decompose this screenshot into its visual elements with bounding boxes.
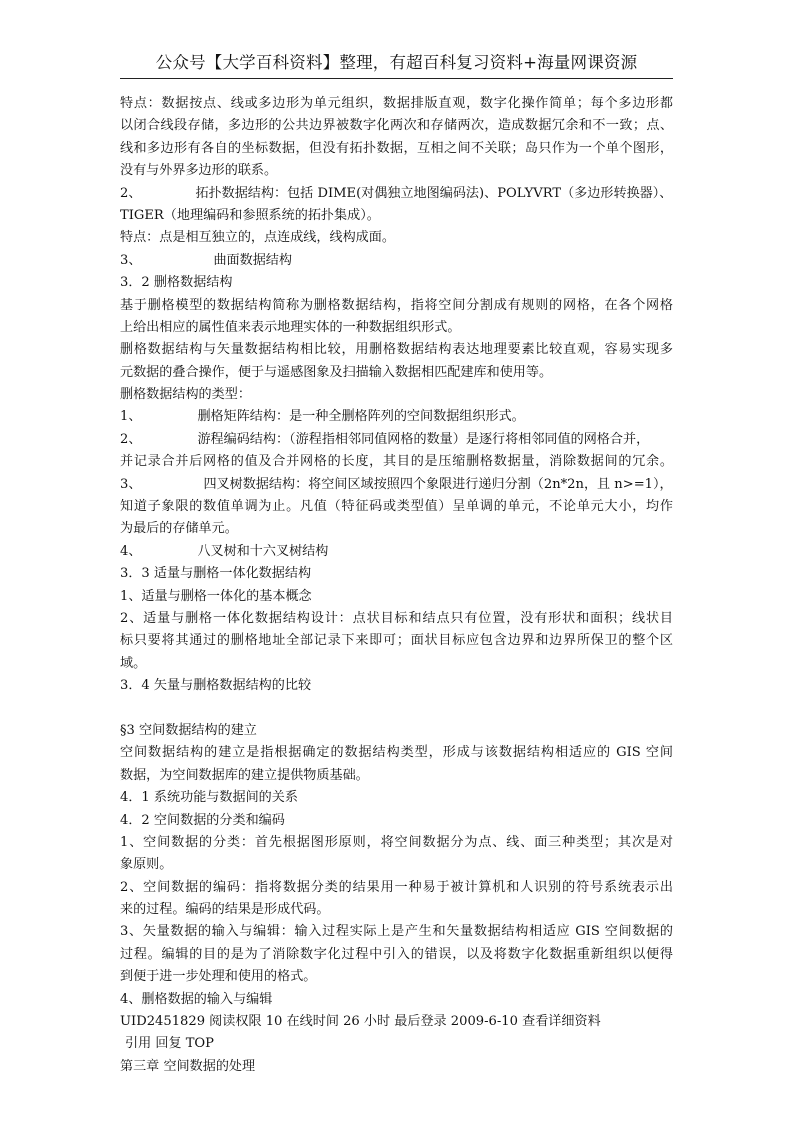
- paragraph-line: TIGER（地理编码和参照系统的拓扑集成）。: [120, 207, 380, 223]
- paragraph-line: 2、适量与删格一体化数据结构设计：点状目标和结点只有位置，没有形状和面积；线状目: [120, 610, 673, 626]
- paragraph-line: 上给出相应的属性值来表示地理实体的一种数据组织形式。: [120, 319, 461, 335]
- paragraph-line: 过程。编辑的目的是为了消除数字化过程中引入的错误，以及将数字化数据重新组织以便得: [120, 946, 673, 962]
- list-item-raster-matrix: [120, 406, 673, 428]
- list-item-run-length: [120, 429, 673, 451]
- paragraph-line: 没有与外界多边形的联系。: [120, 163, 278, 179]
- list-number: 2、: [120, 185, 142, 201]
- paragraph-line: 空间数据结构的建立是指根据确定的数据结构类型，形成与该数据结构相适应的 GIS 空间: [120, 745, 673, 761]
- paragraph-line: 基于删格模型的数据结构简称为删格数据结构，指将空间分割成有规则的网格，在各个网格: [120, 297, 673, 313]
- post-actions: [120, 1033, 673, 1055]
- list-item-surface: [120, 250, 673, 272]
- list-text: 曲面数据结构: [213, 252, 292, 268]
- paragraph-line: 并记录合并后网格的值及合并网格的长度，其目的是压缩删格数据量，消除数据间的冗余。: [120, 454, 673, 470]
- list-text: 游程编码结构：（游程指相邻同值网格的数量）是逐行将相邻同值的网格合并，: [197, 431, 650, 447]
- paragraph-line: 1、空间数据的分类：首先根据图形原则，将空间数据分为点、线、面三种类型；其次是对: [120, 834, 673, 850]
- section-title: §3 空间数据结构的建立: [120, 722, 257, 738]
- post-action-links[interactable]: 引用 回复 TOP: [125, 1036, 214, 1052]
- paragraph-line: 删格数据结构的类型：: [120, 387, 251, 403]
- document-body: [120, 93, 673, 1078]
- paragraph-line: 3、矢量数据的输入与编辑：输入过程实际上是产生和矢量数据结构相适应 GIS 空间数据的: [120, 924, 673, 940]
- paragraph-line: 特点：数据按点、线或多边形为单元组织，数据排版直观，数字化操作简单；每个多边形都: [120, 96, 673, 111]
- list-text: 八叉树和十六叉树结构: [197, 543, 329, 559]
- list-number: 3、: [120, 476, 142, 492]
- list-number: 2、: [120, 431, 142, 447]
- list-number: 1、: [120, 409, 142, 425]
- list-item-octree: [120, 541, 673, 563]
- list-text: 拓扑数据结构：包括 DIME(对偶独立地图编码法)、POLYVRT（多边形转换器）、: [195, 185, 673, 201]
- page-header: 公众号【大学百科资料】整理，有超百科复习资料+海量网课资源: [155, 53, 638, 72]
- paragraph-line: 4、删格数据的输入与编辑: [120, 991, 273, 1007]
- paragraph-line: 线和多边形有各自的坐标数据，但没有拓扑数据，互相之间不关联；岛只作为一个单个图形，: [120, 140, 673, 156]
- paragraph-line: 象原则。: [120, 857, 173, 873]
- list-number: 4、: [120, 543, 142, 559]
- section-heading: 4．1 系统功能与数据间的关系: [120, 790, 298, 806]
- paragraph-line: 2、空间数据的编码：指将数据分类的结果用一种易于被计算机和人识别的符号系统表示出: [120, 879, 673, 895]
- header-divider: [120, 78, 673, 79]
- section-heading: 3．4 矢量与删格数据结构的比较: [120, 678, 312, 694]
- paragraph-line: 1、适量与删格一体化的基本概念: [120, 588, 312, 604]
- paragraph-line: 元数据的叠合操作，便于与遥感图象及扫描输入数据相匹配建库和使用等。: [120, 364, 553, 380]
- list-number: 3、: [120, 252, 142, 268]
- paragraph-line: 删格数据结构与矢量数据结构相比较，用删格数据结构表达地理要素比较直观，容易实现多: [120, 342, 673, 358]
- list-text: 删格矩阵结构：是一种全删格阵列的空间数据组织形式。: [197, 409, 525, 425]
- user-info-line: UID2451829 阅读权限 10 在线时间 26 小时 最后登录 2009-6-10 查看详细资料: [120, 1014, 601, 1030]
- section-heading: 3．2 删格数据结构: [120, 275, 233, 291]
- paragraph-line: 以闭合线段存储，多边形的公共边界被数字化两次和存储两次，造成数据冗余和不一致；点、: [120, 118, 673, 134]
- chapter-title: 第三章 空间数据的处理: [120, 1058, 256, 1074]
- chapter-section-heading: [120, 720, 673, 742]
- paragraph-line: 为最后的存储单元。: [120, 521, 238, 537]
- section-heading: 3．3 适量与删格一体化数据结构: [120, 566, 312, 582]
- list-text: 四叉树数据结构：将空间区域按照四个象限进行递归分割（2n*2n，且 n>=1），: [203, 476, 673, 492]
- paragraph-line: 到便于进一步处理和使用的格式。: [120, 969, 317, 985]
- list-item-quadtree: [120, 474, 673, 496]
- paragraph-line: 特点：点是相互独立的，点连成线，线构成面。: [120, 230, 395, 246]
- paragraph-line: 域。: [120, 655, 147, 671]
- blank-line: [120, 698, 673, 720]
- section-heading: 4．2 空间数据的分类和编码: [120, 812, 285, 828]
- paragraph-line: 来的过程。编码的结果是形成代码。: [120, 902, 330, 918]
- paragraph-line: 数据，为空间数据库的建立提供物质基础。: [120, 767, 369, 783]
- paragraph-line: 标只要将其通过的删格地址全部记录下来即可；面状目标应包含边界和边界所保卫的整个区: [120, 633, 673, 649]
- list-item-topology: [120, 183, 673, 205]
- paragraph-line: 知道子象限的数值单调为止。凡值（特征码或类型值）呈单调的单元，不论单元大小，均作: [120, 499, 673, 515]
